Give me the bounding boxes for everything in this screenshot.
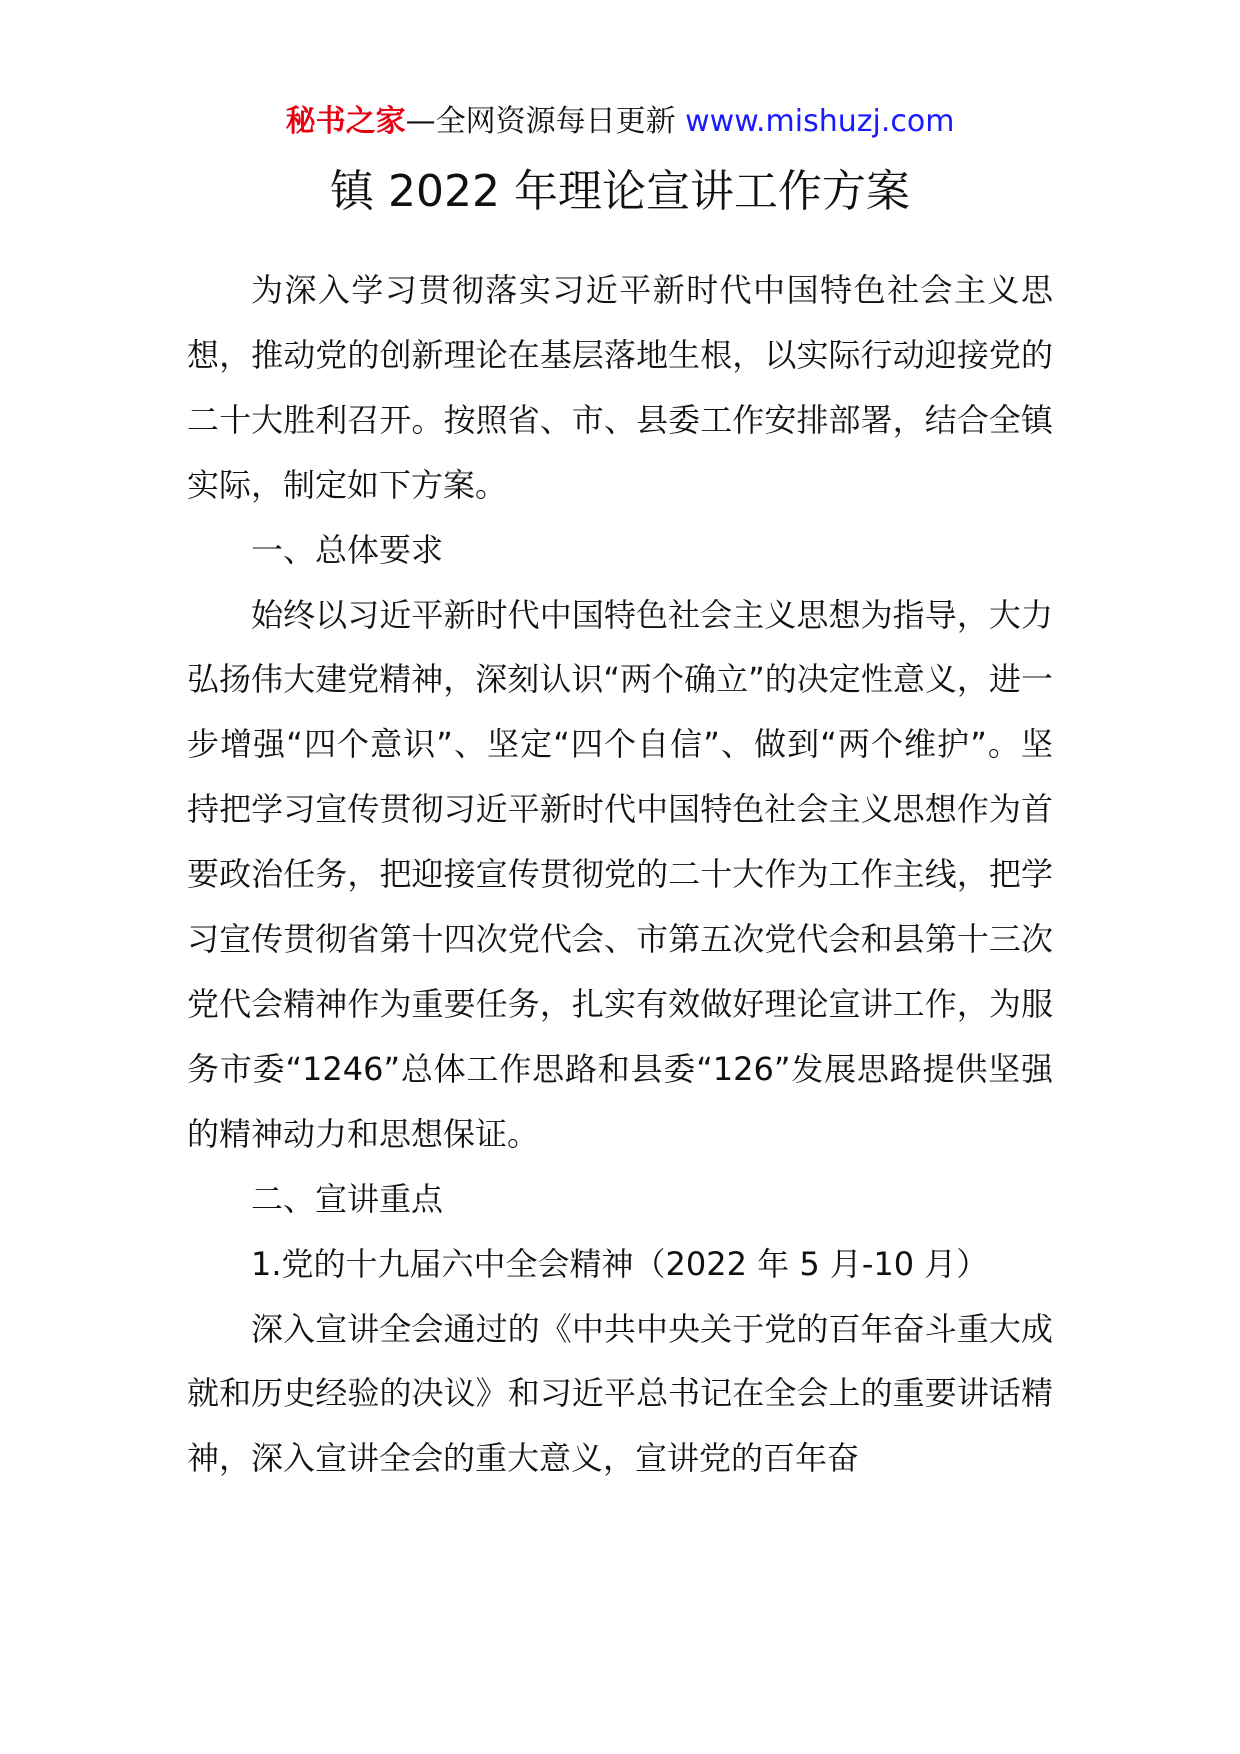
document-title: 镇 2022 年理论宣讲工作方案 [330,166,910,217]
brand-name: 秘书之家 [285,104,406,139]
section-heading-key-points: 二、宣讲重点 [251,1179,444,1218]
subsection-heading-1: 1.党的十九届六中全会精神（2022 年 5 月-10 月） [251,1244,989,1283]
intro-paragraph: 为深入学习贯彻落实习近平新时代中国特色社会主义思想，推动党的创新理论在基层落地生根，以实际行动迎接党的二十大胜利召开。按照省、市、县委工作安排部署，结合全镇实际，制定如下方案。 [187,271,1053,504]
section-heading-general-requirements: 一、总体要求 [251,530,444,569]
site-url-link[interactable]: www.mishuzj.com [685,104,955,139]
document-body [187,258,1053,1491]
subsection-1-paragraph: 深入宣讲全会通过的《中共中央关于党的百年奋斗重大成就和历史经验的决议》和习近平总书记在全会上的重要讲话精神，深入宣讲全会的重大意义，宣讲党的百年奋 [187,1309,1053,1478]
site-banner [0,102,1240,142]
banner-tagline: —全网资源每日更新 [405,104,686,139]
general-requirements-paragraph: 始终以习近平新时代中国特色社会主义思想为指导，大力弘扬伟大建党精神，深刻认识“两个确立”的决定性意义，进一步增强“四个意识”、坚定“四个自信”、做到“两个维护”。坚持把学习宣传贯彻习近平新时代中国特色社会主义思想作为首要政治任务，把迎接宣传贯彻党的二十大作为工作主线，把学习宣传贯彻省第十四次党代会、市第五次党代会和县第十三次党代会精神作为重要任务，扎实有效做好理论宣讲工作，为服务市委“1246”总体工作思路和县委“126”发展思路提供坚强的精神动力和思想保证。 [187,595,1053,1153]
